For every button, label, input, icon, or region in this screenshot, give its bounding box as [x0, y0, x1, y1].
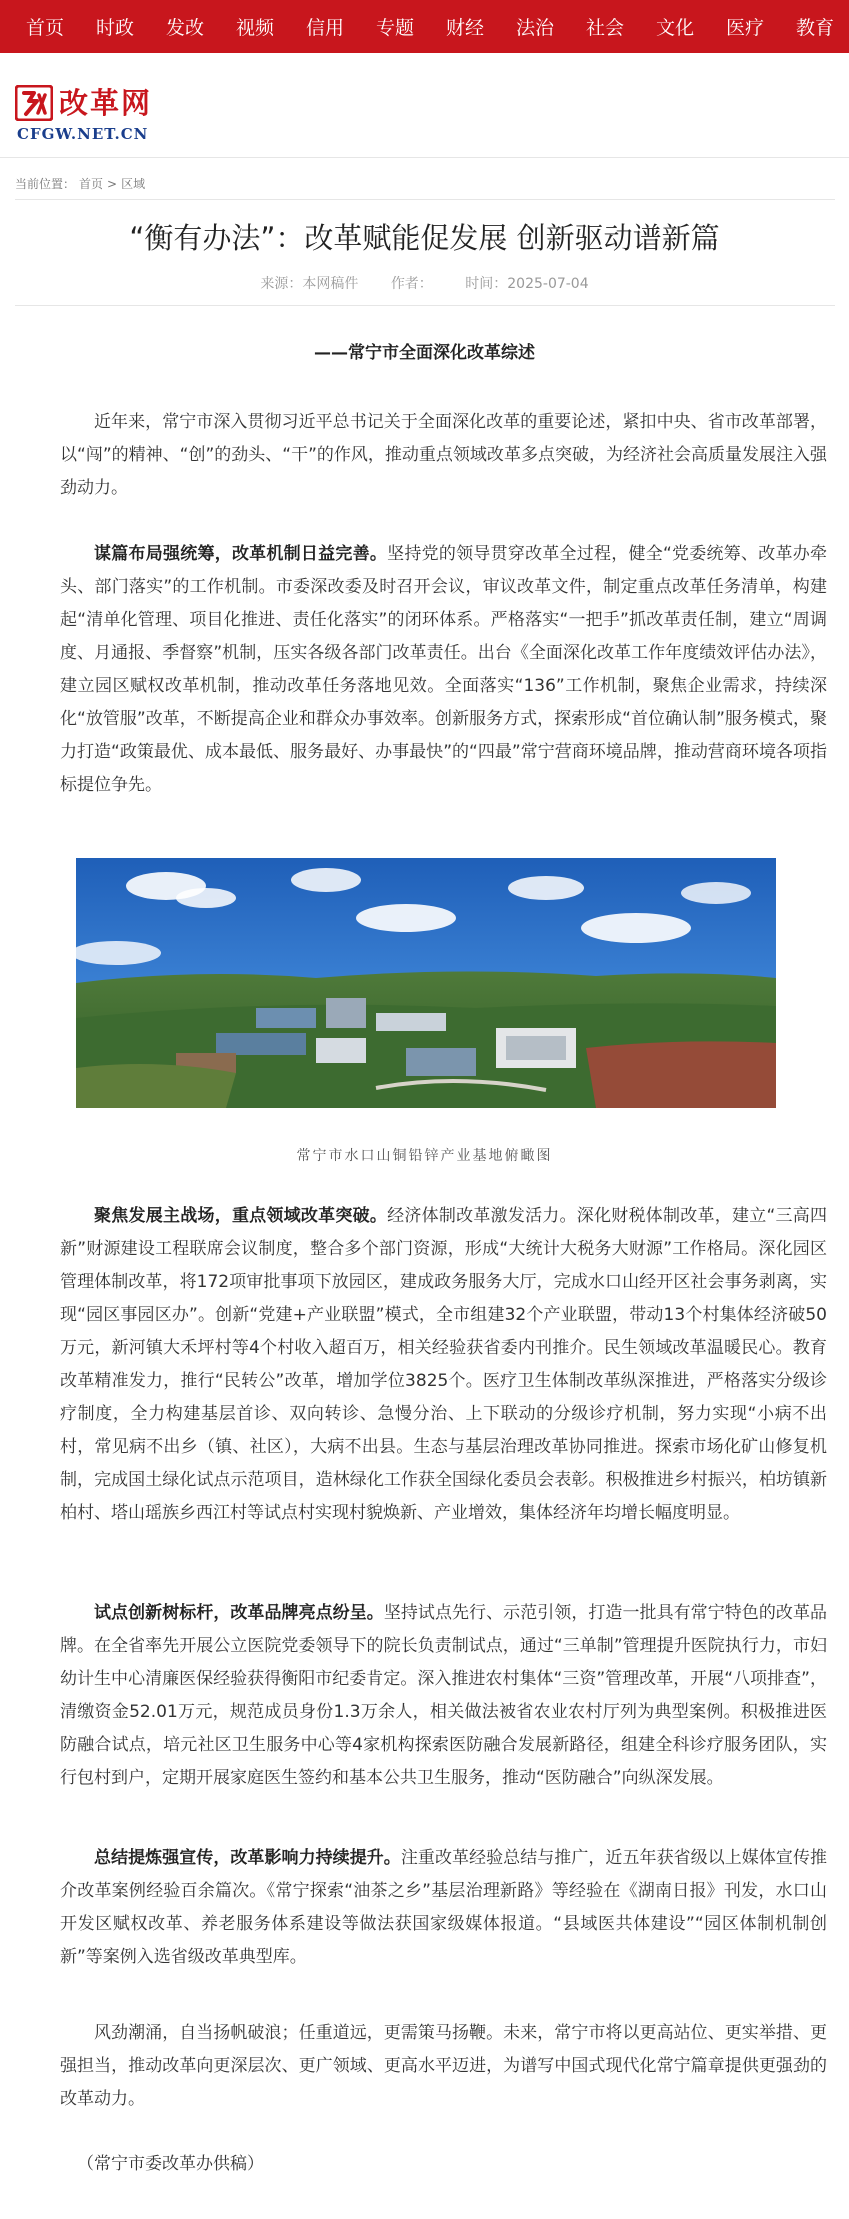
nav-item-home[interactable]: 首页	[25, 17, 64, 39]
breadcrumb-separator: >	[107, 177, 118, 191]
article-time: 时间：2025-07-04	[465, 276, 589, 292]
nav-item-politics[interactable]: 时政	[95, 17, 134, 39]
nav-item-law[interactable]: 法治	[515, 17, 554, 39]
article-photo	[76, 858, 776, 1108]
site-header	[0, 53, 849, 158]
article-paragraph-intro: 近年来，常宁市深入贯彻习近平总书记关于全面深化改革的重要论述，紧扣中央、省市改革部署，以“闯”的精神、“创”的劲头、“干”的作风，推动重点领域改革多点突破，为经济社会高质量发展注入强劲动力。	[60, 412, 827, 498]
nav-item-topics[interactable]: 专题	[375, 17, 414, 39]
article-title: “衡有办法”：改革赋能促发展 创新驱动谱新篇	[129, 221, 720, 255]
article-meta	[0, 274, 849, 294]
nav-item-medical[interactable]: 医疗	[725, 17, 764, 39]
article-paragraph-reform-breakthrough	[60, 1200, 827, 1530]
meta-divider	[15, 305, 835, 306]
nav-item-video[interactable]: 视频	[235, 17, 274, 39]
paragraph-lead: 总结提炼强宣传，改革影响力持续提升。	[94, 1848, 401, 1868]
breadcrumb-home-link[interactable]: 首页	[79, 177, 104, 191]
nav-item-education[interactable]: 教育	[795, 17, 834, 39]
article-paragraph-publicity	[60, 1842, 827, 1974]
paragraph-lead: 谋篇布局强统筹，改革机制日益完善。	[94, 544, 388, 564]
article-paragraph-pilot-innovation	[60, 1597, 827, 1795]
paragraph-body: 注重改革经验总结与推广，近五年获省级以上媒体宣传推介改革案例经验百余篇次。《常宁探索“油茶之乡”基层治理新路》等经验在《湖南日报》刊发，水口山开发区赋权改革、养老服务体系建设等做法获国家级媒体报道。“县域医共体建设”“园区体制机制创新”等案例入选省级改革典型库。	[60, 1848, 828, 1967]
site-logo[interactable]	[15, 85, 175, 145]
article-subtitle: ——常宁市全面深化改革综述	[314, 343, 535, 363]
article-paragraph-planning	[60, 538, 827, 802]
nav-list	[0, 0, 849, 53]
logo-text-en: CFGW.NET.CN	[17, 125, 149, 143]
logo-mark-icon	[15, 85, 53, 121]
article-source: 来源：本网稿件	[260, 276, 359, 292]
breadcrumb-prefix: 当前位置：	[15, 177, 76, 191]
nav-item-culture[interactable]: 文化	[655, 17, 694, 39]
nav-item-finance[interactable]: 财经	[445, 17, 484, 39]
article-source-sign: （常宁市委改革办供稿）	[77, 2154, 264, 2174]
photo-caption: 常宁市水口山铜铅锌产业基地俯瞰图	[296, 1148, 553, 1164]
breadcrumb	[15, 176, 149, 192]
paragraph-body: 坚持党的领导贯穿改革全过程，健全“党委统筹、改革办牵头、部门落实”的工作机制。市委深改委及时召开会议，审议改革文件，制定重点改革任务清单，构建起“清单化管理、项目化推进、责任化落实”的闭环体系。严格落实“一把手”抓改革责任制，建立“周调度、月通报、季督察”机制，压实各级各部门改革责任。出台《全面深化改革工作年度绩效评估办法》，建立园区赋权改革机制，推动改革任务落地见效。全面落实“136”工作机制，聚焦企业需求，持续深化“放管服”改革，不断提高企业和群众办事效率。创新服务方式，探索形成“首位确认制”服务模式，聚力打造“政策最优、成本最低、服务最好、办事最快”的“四最”常宁营商环境品牌，推动营商环境各项指标提位争先。	[60, 544, 827, 795]
article-author: 作者：	[390, 276, 433, 292]
aerial-industrial-base-image	[76, 858, 776, 1108]
top-nav	[0, 0, 849, 53]
logo-text-cn: 改革网	[59, 86, 153, 120]
nav-item-credit[interactable]: 信用	[305, 17, 344, 39]
nav-item-society[interactable]: 社会	[585, 17, 624, 39]
paragraph-lead: 聚焦发展主战场，重点领域改革突破。	[94, 1206, 388, 1226]
breadcrumb-divider	[15, 199, 835, 200]
breadcrumb-section-link[interactable]: 区域	[121, 177, 146, 191]
paragraph-lead: 试点创新树标杆，改革品牌亮点纷呈。	[94, 1603, 384, 1623]
paragraph-body: 坚持试点先行、示范引领，打造一批具有常宁特色的改革品牌。在全省率先开展公立医院党委领导下的院长负责制试点，通过“三单制”管理提升医院执行力，市妇幼计生中心清廉医保经验获得衡阳市纪委肯定。深入推进农村集体“三资”管理改革，开展“八项排查”，清缴资金52.01万元，规范成员身份1.3万余人，相关做法被省农业农村厅列为典型案例。积极推进医防融合试点，培元社区卫生服务中心等4家机构探索医防融合发展新路径，组建全科诊疗服务团队，实行包村到户，定期开展家庭医生签约和基本公共卫生服务，推动“医防融合”向纵深发展。	[60, 1603, 828, 1788]
article-paragraph-conclusion: 风劲潮涌，自当扬帆破浪；任重道远，更需策马扬鞭。未来，常宁市将以更高站位、更实举措、更强担当，推动改革向更深层次、更广领域、更高水平迈进，为谱写中国式现代化常宁篇章提供更强劲的改革动力。	[60, 2023, 827, 2109]
paragraph-body: 经济体制改革激发活力。深化财税体制改革，建立“三高四新”财源建设工程联席会议制度，整合多个部门资源，形成“大统计大税务大财源”工作格局。深化园区管理体制改革，将172项审批事项下放园区，建成政务服务大厅，完成水口山经开区社会事务剥离，实现“园区事园区办”。创新“党建+产业联盟”模式，全市组建32个产业联盟，带动13个村集体经济破50万元，新河镇大禾坪村等4个村收入超百万，相关经验获省委内刊推介。民生领域改革温暖民心。教育改革精准发力，推行“民转公”改革，增加学位3825个。医疗卫生体制改革纵深推进，严格落实分级诊疗制度，全力构建基层首诊、双向转诊、急慢分治、上下联动的分级诊疗机制，努力实现“小病不出村，常见病不出乡（镇、社区），大病不出县。生态与基层治理改革协同推进。探索市场化矿山修复机制，完成国土绿化试点示范项目，造林绿化工作获全国绿化委员会表彰。积极推进乡村振兴，柏坊镇新柏村、塔山瑶族乡西江村等试点村实现村貌焕新、产业增效，集体经济年均增长幅度明显。	[60, 1206, 827, 1523]
nav-item-reform[interactable]: 发改	[165, 17, 204, 39]
